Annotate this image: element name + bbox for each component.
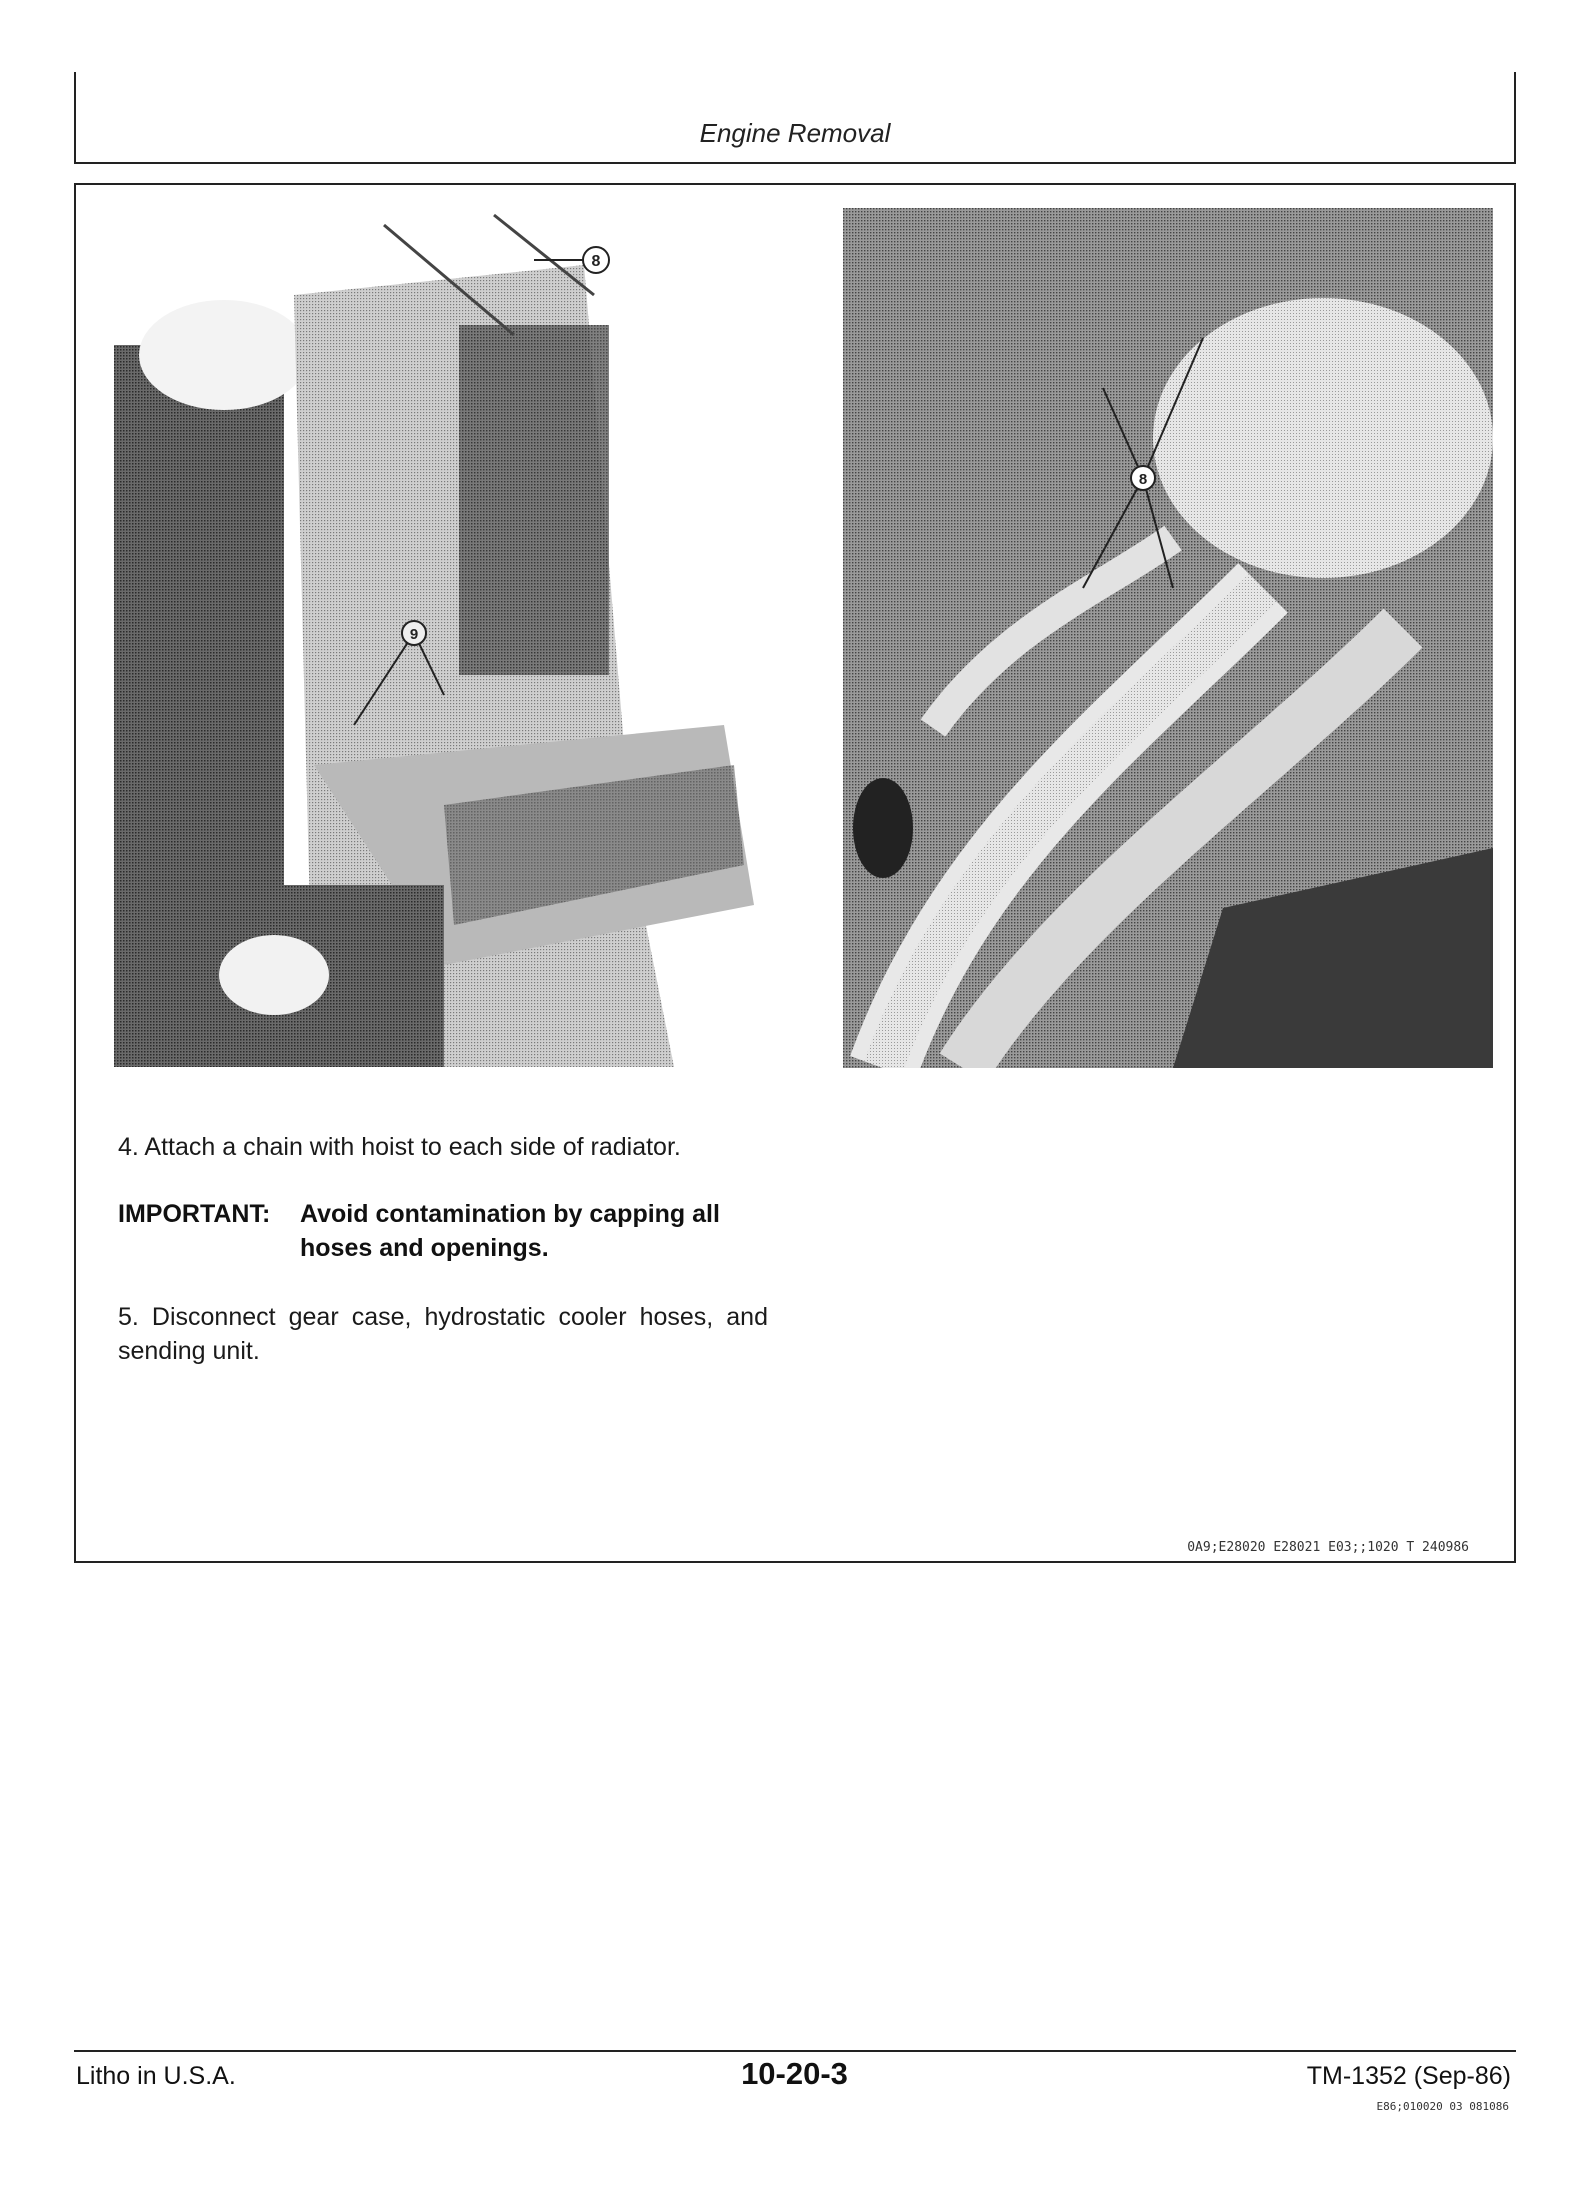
manual-number: TM-1352 (Sep-86) — [1306, 2062, 1511, 2090]
radiator-photo — [114, 205, 770, 1067]
step-4-text: 4. Attach a chain with hoist to each side of radiator. — [118, 1133, 681, 1161]
page-number: 10-20-3 — [741, 2056, 848, 2091]
callout-label-lower: 9 — [409, 626, 419, 643]
callout-label-right: 8 — [1138, 471, 1148, 488]
reference-code: 0A9;E28020 E28021 E03;;1020 T 240986 — [1187, 1540, 1469, 1555]
hoses-photo — [843, 208, 1493, 1068]
header-box — [74, 72, 1516, 164]
callout-label-top: 8 — [591, 253, 601, 270]
footer-rule — [74, 2050, 1516, 2052]
footer-litho: Litho in U.S.A. — [76, 2062, 236, 2090]
important-label: IMPORTANT: — [118, 1200, 271, 1228]
step-5-text: 5. Disconnect gear case, hydrostatic cooler hoses, and sending unit. — [118, 1303, 768, 1365]
important-text: Avoid contamination by capping all hoses and openings. — [300, 1200, 720, 1262]
footer-code: E86;010020 03 081086 — [1376, 2100, 1509, 2113]
section-title: Engine Removal — [699, 118, 891, 148]
